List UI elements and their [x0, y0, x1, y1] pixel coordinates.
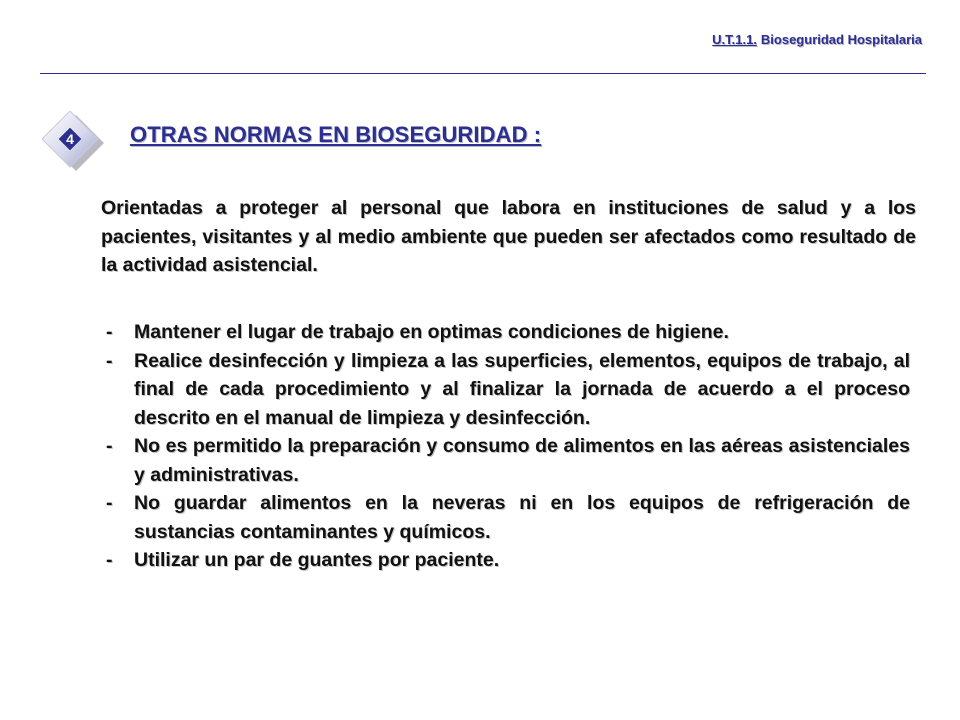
unit-code: U.T.1.1. — [712, 32, 757, 47]
intro-paragraph: Orientadas a proteger al personal que labora en instituciones de salud y a los pacientes, visitantes y al medio ambiente que pueden ser afectados como resultado de la actividad asistencial. — [101, 197, 916, 276]
norms-list — [104, 318, 910, 575]
section-title: OTRAS NORMAS EN BIOSEGURIDAD : — [130, 122, 542, 147]
list-item — [104, 546, 910, 575]
list-item — [104, 318, 910, 347]
bullet-marker: - — [106, 349, 113, 372]
list-item-text: No guardar alimentos en la neveras ni en los equipos de refrigeración de sustancias contaminantes y químicos. — [134, 492, 910, 543]
unit-subtitle: Bioseguridad Hospitalaria — [760, 32, 922, 47]
bullet-marker: - — [106, 435, 113, 457]
list-item-text: Mantener el lugar de trabajo en optimas condiciones de higiene. — [134, 321, 729, 343]
header-divider — [40, 73, 926, 74]
list-item-text: Realice desinfección y limpieza a las superficies, elementos, equipos de trabajo, al final de cada procedimiento y al finalizar la jornada de acuerdo a el proceso descrito en el manual de limpieza y desinfección. — [134, 349, 910, 429]
bullet-marker: - — [106, 492, 113, 514]
bullet-marker: - — [106, 321, 113, 343]
list-item — [104, 432, 910, 489]
slide-header — [712, 32, 922, 47]
list-item — [104, 347, 910, 433]
list-item-text: No es permitido la preparación y consumo de alimentos en las aéreas asistenciales y administrativas. — [134, 435, 910, 486]
section-number-badge — [42, 111, 106, 175]
bullet-marker: - — [106, 549, 113, 571]
list-item-text: Utilizar un par de guantes por paciente. — [134, 549, 500, 571]
section-number: 4 — [66, 131, 74, 147]
list-item — [104, 489, 910, 546]
